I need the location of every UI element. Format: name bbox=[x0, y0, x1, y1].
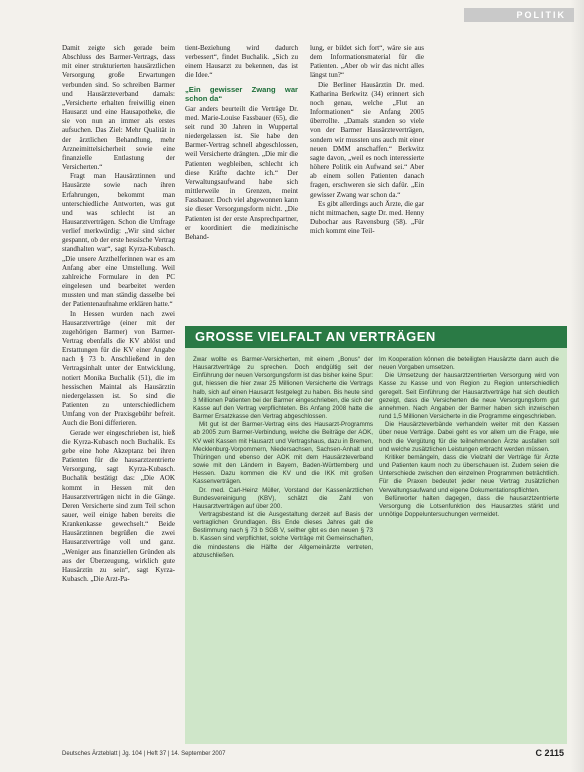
info-box-header bbox=[185, 326, 567, 348]
article-column-2 bbox=[185, 44, 298, 312]
journal-citation: Deutsches Ärzteblatt | Jg. 104 | Heft 37 | 14. September 2007 bbox=[62, 751, 226, 757]
paragraph: Zwar wollte es Barmer-Versicherten, mit einem „Bonus“ der Hausarztverträge zu sprechen. Doch endgültig seit der Einführung der neuen Versorgungsform ist das bisher keine Spur: gut, hiessen die hier zwar 25 Millionen Versicherte die Vertrags halb, sich auf einen Hausarzt festgelegt zu haben. Bis heute sind 3 Millionen Patienten bei der Barmer eingeschrieben, die sich der Kasse auf den Vertrag verpflichteten. Bis Anfang 2008 hatte die Barmer Ersatzkasse den Vertrag abgeschlossen. bbox=[193, 356, 373, 421]
paragraph: Die Hausärzteverbände verhandeln weiter mit den Kassen über neue Verträge. Dabei geht es vor allem um die Frage, wie hoch die Vergütung für die teilnehmenden Ärzte ausfallen soll und welche zusätzlichen Leistungen erbracht werden müssen. bbox=[379, 421, 559, 453]
subheading: „Ein gewisser Zwang war schon da“ bbox=[185, 84, 298, 103]
page-edge-shadow bbox=[570, 0, 584, 772]
article-column-1 bbox=[62, 44, 175, 744]
paragraph: Die Berliner Hausärztin Dr. med. Katharina Berkwitz (34) erinnert sich noch genau, welche „Flut an Informationen“ sie Anfang 2005 überrollte. „Damals standen so viele von der Barmer Hausärzteverträgen, sondern wir mussten uns auch mit einer neuen DMM anschaffen.“ Berkwitz sagte davon, „weil es noch interessierte höhere Politik ein Aufwand sei.“ Aber ab einem sollen Patienten danach fragen, erschweren sie sich dafür. „Ein gewisser Zwang war schon da.“ bbox=[310, 80, 424, 199]
paragraph: Gerade wer eingeschrieben ist, hieß die Kyrza-Kubasch noch Buchalik. Es gebe eine hohe Akzeptanz bei ihren Patienten für die hausarztzentrierte Versorgung, sagt Kyrza-Kubasch. Buchalik bestätigt das: „Die AOK kommt in Hessen mit den Hausarztverträgen nicht in die Gänge. Deren Versicherte sind zum Teil schon sauer, weil einige haben bereits die Krankenkasse gewechselt.“ Beide Hausärztinnen begrüßen die zwei Hausarztverträge voll und ganz. „Weniger aus finanziellen Gründen als aus der Überzeugung, wirklich gute Hausärztin zu sein“, sagt Kyrza-Kubasch. „Die Arzt-Pa- bbox=[62, 428, 175, 584]
paragraph: Befürworter halten dagegen, dass die hausarztzentrierte Versorgung die Lotsenfunktion des Hausarztes stärkt und unnötige Doppeluntersuchungen vermeidet. bbox=[379, 494, 559, 518]
section-header: POLITIK bbox=[464, 8, 574, 22]
paragraph: Die Umsetzung der hausarztzentrierten Versorgung wird von Kasse zu Kasse und von Region zu Region unterschiedlich geregelt. Seit Einführung der Hausarztverträge hat sich deutlich gezeigt, dass die Versicherten die neue Versorgungsform gut annehmen. Nach Angaben der Barmer haben sich inzwischen rund 1,5 Millionen Versicherte in die Programme eingeschrieben. bbox=[379, 372, 559, 421]
paragraph: Fragt man Hausärztinnen und Hausärzte sowie nach ihren Erfahrungen, bekommt man unterschiedliche Antworten, was gut und was schlecht ist an Hausarztverträgen. Schon die Umfrage verlief merkwürdig: „Wir sind sicher gespannt, ob der erste hessische Vertrag standhalten war“, sagt Kyrza-Kubasch. „Die unsere Arzthelferinnen war es am Anfang aber eine Umstellung. Weil zahlreiche Formulare in den PC eingelesen und bearbeitet werden mussten und man ständig dasselbe bei der Patientenaufnahme erklären hatte.“ bbox=[62, 172, 175, 309]
paragraph: Vertragsbestand ist die Ausgestaltung derzeit auf Basis der vertraglichen Grundlagen. Bis Ende dieses Jahres galt die Bestimmung nach § 73 b SGB V, seither gibt es den neuen § 73 b. Kassen sind verpflichtet, solche Verträge mit Gemeinschaften, die mindestens die Hälfte der Allgemeinärzte vertreten, abzuschließen. bbox=[193, 510, 373, 559]
paragraph: Es gibt allerdings auch Ärzte, die gar nicht mitmachen, sagte Dr. med. Henny Dubochar aus Ravensburg (58). „Für mich kommt eine Teil- bbox=[310, 199, 424, 236]
paragraph: Damit zeigte sich gerade beim Abschluss des Barmer-Vertrags, dass mit einer strukturierten hausärztlichen Versorgung große Erwartungen verbunden sind. So schreiben Barmer und Hausärzteverband damals: „Versicherte erhalten freiwillig einen Hausarzt und eine Hausapotheke, die sie von nun an immer als erstes aufsuchen. Das Ziel: Mehr Qualität in der ärztlichen Behandlung, mehr Arzneimittelsicherheit sowie eine finanzielle Entlastung der Versicherten.“ bbox=[62, 44, 175, 172]
paragraph: lung, er bildet sich fort“, wäre sie aus dem Informationsmaterial für die Patienten. „Aber ob wir das nicht alles längst tun?“ bbox=[310, 44, 424, 80]
paragraph: Mit gut ist der Barmer-Vertrag eins des Hausarzt-Programms ab 2005 zum Barmer-Verbindung, welche die Beiträge der AOK, KV weit Kassen mit Hausarzt und Vertragshaus, dazu in Bremen, Mecklenburg-Vorpommern, Niedersachsen, Sachsen-Anhalt und Thüringen und ebenso der AOK mit dem Hausärzteverband sowie mit den Ländern in Bayern, Baden-Württemberg und Hessen. Dazu kommen die KV und die IKK mit großen Kassenverträgen. bbox=[193, 421, 373, 486]
article-column-3 bbox=[310, 44, 424, 312]
page-number: C 2115 bbox=[535, 748, 564, 758]
info-box-title: GROSSE VIELFALT AN VERTRÄGEN bbox=[195, 329, 436, 344]
info-box bbox=[185, 326, 567, 744]
info-box-column-2 bbox=[379, 356, 559, 738]
paragraph: Gar anders beurteilt die Verträge Dr. med. Marie-Louise Fassbauer (65), die seit rund 30 Jahren in Wuppertal niedergelassen ist. Sie habe den Barmer-Vertrag schnell abgeschlossen, weil Versicherte drängten. „Die mir die Patienten wegbleiben, schlecht ich diese Kräfte dachte ich.“ Der Verwaltungsaufwand habe sich mittlerweile in Grenzen, meint Fassbauer. Doch viel abgewonnen kann sie dieser Versorgungsform nicht. „Die Patienten ist der erste Ansprechpartner, er koordiniert die medizinische Behand- bbox=[185, 104, 298, 241]
paragraph: tient-Beziehung wird dadurch verbessert“, findet Buchalik. „Sich zu einem Hausarzt zu bekennen, das ist die Idee.“ bbox=[185, 44, 298, 80]
paragraph: In Hessen wurden nach zwei Hausarztverträge (einer mit der zugehörigen Barmer) von Barmer-Vertrag ebenfalls die KV ablöst und Erstattungen für die KV einer Angabe nach § 73 b. Anschließend in den Vertragsinhalt unter der Entwicklung, notiert Monika Buchalik (51), die im hessischen Maintal als Hausärztin niedergelassen ist. So sind die Patienten zu unterschiedlichem Umfang von der Praxisgebühr befreit. Auch die Boni differieren. bbox=[62, 309, 175, 428]
paragraph: Kritiker bemängeln, dass die Vielzahl der Verträge für Ärzte und Patienten kaum noch zu überschauen ist. Zudem seien die Unterschiede zwischen den einzelnen Programmen beträchtlich. Für die Praxen bedeutet jeder neue Vertrag zusätzlichen Verwaltungsaufwand und eigene Dokumentationspflichten. bbox=[379, 453, 559, 494]
info-box-column-1 bbox=[193, 356, 373, 738]
paragraph: Dr. med. Carl-Heinz Müller, Vorstand der Kassenärztlichen Bundesvereinigung (KBV), schätzt die Zahl von Hausarztverträgen auf über 200. bbox=[193, 486, 373, 510]
paragraph: Im Kooperation können die beteiligten Hausärzte dann auch die neuen Vorgaben umsetzen. bbox=[379, 356, 559, 372]
